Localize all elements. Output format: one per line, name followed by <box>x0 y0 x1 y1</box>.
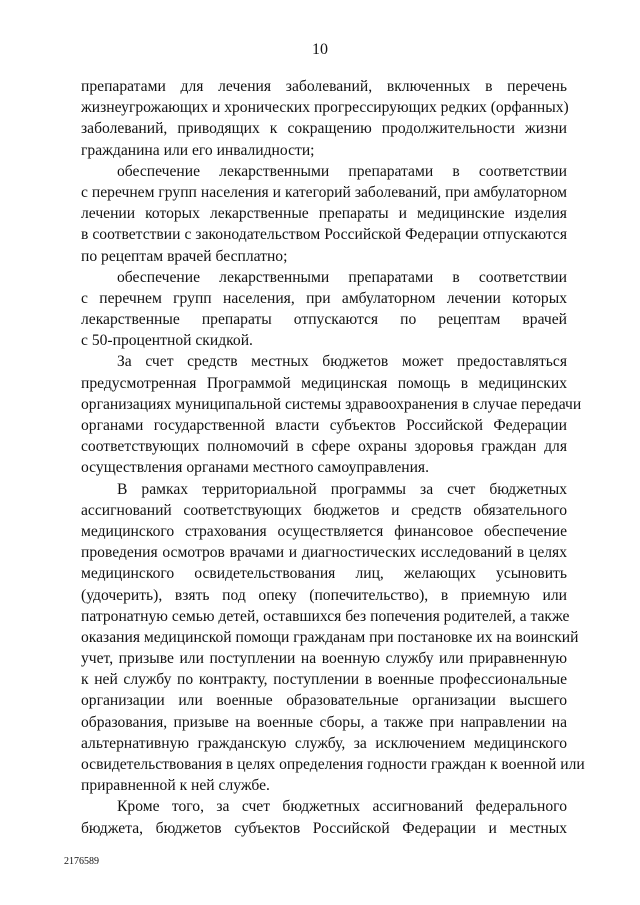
text-line: обеспечение лекарственными препаратами в соответствии <box>117 162 567 180</box>
text-line: Кроме того, за счет бюджетных ассигнований федерального <box>117 798 567 816</box>
paragraph <box>81 351 582 478</box>
text-line: бюджета, бюджетов субъектов Российской Федерации и местных <box>81 819 567 837</box>
text-line: гражданина или его инвалидности; <box>81 141 315 159</box>
document-body <box>81 76 585 839</box>
text-line: организации или военные образовательные организации высшего <box>81 692 567 710</box>
text-line: учет, призыве или поступлении на военную службу или приравненную <box>81 650 567 668</box>
text-line: лечении которых лекарственные препараты и медицинские изделия <box>81 205 567 223</box>
text-line: альтернативную гражданскую службу, за исключением медицинского <box>81 734 567 752</box>
text-line: оказания медицинской помощи гражданам при постановке их на воинский <box>81 628 579 646</box>
text-line: с 50-процентной скидкой. <box>81 332 253 350</box>
document-code: 2176589 <box>64 856 99 867</box>
text-line: препаратами для лечения заболеваний, включенных в перечень <box>81 78 567 95</box>
text-line: В рамках территориальной программы за счет бюджетных <box>117 480 567 498</box>
paragraph <box>81 479 585 797</box>
text-line: органами государственной власти субъектов Российской Федерации <box>81 417 567 434</box>
text-line: медицинского страхования осуществляется финансовое обеспечение <box>81 522 567 540</box>
text-line: предусмотренная Программой медицинская помощь в медицинских <box>81 374 567 392</box>
text-line: к ней службу по контракту, поступлении в военные профессиональные <box>81 671 567 689</box>
text-line: обеспечение лекарственными препаратами в соответствии <box>117 268 567 286</box>
text-line: (удочерить), взять под опеку (попечительство), в приемную или <box>81 586 567 604</box>
text-line: организациях муниципальной системы здравоохранения в случае передачи <box>81 395 582 413</box>
text-line: в соответствии с законодательством Российской Федерации отпускаются <box>81 226 567 244</box>
text-line: ассигнований соответствующих бюджетов и средств обязательного <box>81 501 567 519</box>
text-line: приравненной к ней службе. <box>81 777 270 795</box>
text-line: образования, призыве на военные сборы, а также при направлении на <box>81 713 567 731</box>
text-line: медицинского освидетельствования лиц, желающих усыновить <box>81 565 567 583</box>
text-line: соответствующих полномочий в сфере охраны здоровья граждан для <box>81 438 567 456</box>
text-line: по рецептам врачей бесплатно; <box>81 247 288 265</box>
text-line: освидетельствования в целях определения годности граждан к военной или <box>81 756 585 773</box>
text-line: осуществления органами местного самоуправления. <box>81 459 430 477</box>
text-line: заболеваний, приводящих к сокращению продолжительности жизни <box>81 120 567 138</box>
text-line: жизнеугрожающих и хронических прогрессирующих редких (орфанных) <box>81 99 569 117</box>
text-line: патронатную семью детей, оставшихся без попечения родителей, а также <box>81 607 570 625</box>
text-line: с перечнем групп населения и категорий заболеваний, при амбулаторном <box>81 183 567 201</box>
paragraph <box>81 267 567 352</box>
paragraph <box>81 76 567 161</box>
text-line: с перечнем групп населения, при амбулаторном лечении которых <box>81 289 567 307</box>
paragraph <box>81 161 567 267</box>
text-line: проведения осмотров врачами и диагностических исследований в целях <box>81 544 567 562</box>
paragraph <box>81 796 567 838</box>
page-number: 10 <box>312 41 328 58</box>
text-line: лекарственные препараты отпускаются по рецептам врачей <box>81 311 567 329</box>
text-line: За счет средств местных бюджетов может предоставляться <box>117 353 567 371</box>
